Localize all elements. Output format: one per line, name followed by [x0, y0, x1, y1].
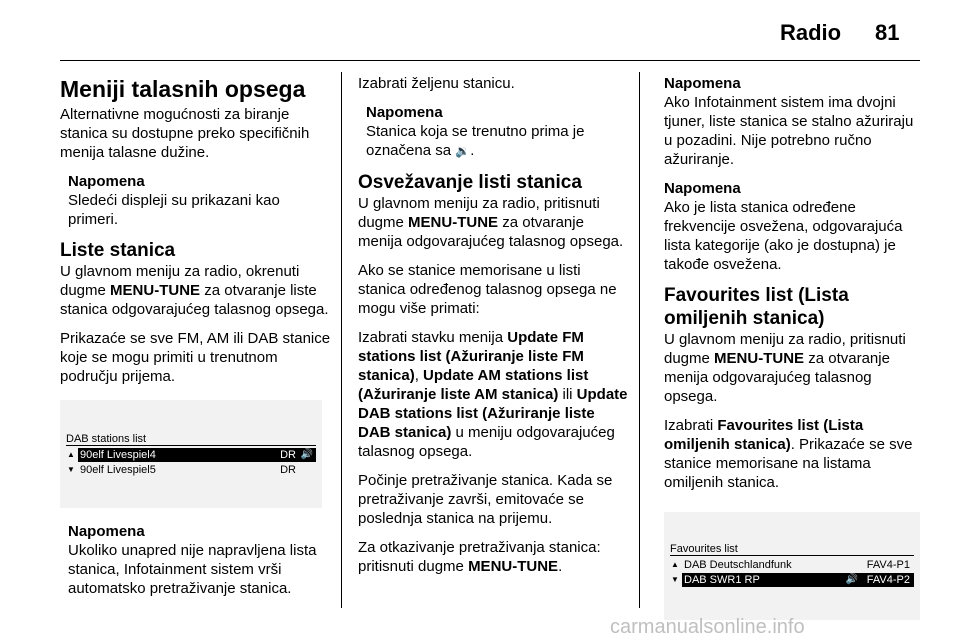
scroll-down-icon: ▼: [671, 575, 679, 584]
subheading-favourites-list: Favourites list (Lista omiljenih stanica): [664, 285, 849, 329]
scroll-up-icon: ▲: [671, 560, 679, 569]
speaker-icon: 🔊: [300, 449, 313, 460]
control-name: MENU-TUNE: [714, 350, 805, 367]
column-divider-1: [341, 72, 342, 608]
station-name: 90elf Livespiel5: [80, 464, 156, 476]
paragraph: U glavnom meniju za radio, okrenuti dugme MENU-TUNE za otvaranje liste stanica odgovarajućeg talasnog opsega.: [60, 263, 329, 318]
display-rule: [670, 555, 914, 556]
note-text: Sledeći displeji su prikazani kao primeri.: [68, 192, 280, 228]
selected-row-highlight: [682, 573, 914, 587]
column-2: [358, 74, 630, 586]
menu-item-name: Update AM stations list (Ažuriranje liste AM stanica): [358, 367, 589, 403]
paragraph: Počinje pretraživanje stanica. Kada se pretraživanje završi, emitovaće se poslednja stanica na prijemu.: [358, 472, 613, 527]
column-1: [60, 74, 332, 608]
column-3: [664, 74, 924, 634]
speaker-icon: 🔊: [845, 574, 858, 585]
station-tag: FAV4-P1: [866, 559, 910, 571]
display-rule: [66, 445, 316, 446]
paragraph: Izabrati Favourites list (Lista omiljenih stanica). Prikazaće se sve stanice memorisane na listama omiljenih stanica.: [664, 417, 913, 491]
note-text: Stanica koja se trenutno prima je označena sa 🔉.: [366, 123, 585, 159]
paragraph: U glavnom meniju za radio, pritisnuti dugme MENU-TUNE za otvaranje menija odgovarajućeg talasnog opsega.: [664, 331, 906, 405]
header-rule: [60, 60, 920, 61]
speaker-icon: 🔉: [455, 144, 471, 158]
display-title: DAB stations list: [66, 433, 147, 445]
scroll-down-icon: ▼: [67, 465, 75, 474]
subheading-refresh-lists: Osvežavanje listi stanica: [358, 172, 582, 193]
note-heading: Napomena: [366, 104, 443, 121]
list-item: [66, 448, 316, 462]
menu-item-name: Update FM stations list (Ažuriranje liste FM stanica): [358, 329, 584, 384]
station-name: 90elf Livespiel4: [80, 449, 156, 461]
station-name: DAB SWR1 RP: [684, 574, 760, 586]
station-tag: DR: [280, 449, 296, 461]
note-block: [68, 522, 332, 598]
note-block: [664, 179, 924, 274]
list-item: [670, 573, 914, 587]
paragraph: Izabrati željenu stanicu.: [358, 75, 515, 92]
scroll-up-icon: ▲: [67, 450, 75, 459]
subheading-station-lists: Liste stanica: [60, 240, 176, 261]
display-title: Favourites list: [670, 543, 738, 555]
station-tag: DR: [280, 464, 296, 476]
menu-item-name: Update DAB stations list (Ažuriranje liste DAB stanica): [358, 386, 628, 441]
paragraph: Za otkazivanje pretraživanja stanica: pritisnuti dugme MENU-TUNE.: [358, 539, 601, 575]
note-text: Ako Infotainment sistem ima dvojni tjuner, liste stanica se stalno ažuriraju u pozadini. Nije potrebno ručno ažuriranje.: [664, 94, 914, 168]
list-item: [66, 463, 316, 477]
note-heading: Napomena: [68, 523, 145, 540]
note-heading: Napomena: [664, 75, 741, 92]
note-text: Ukoliko unapred nije napravljena lista stanica, Infotainment sistem vrši automatsko pretraživanje stanica.: [68, 542, 317, 597]
note-text: Ako je lista stanica određene frekvencije osvežena, odgovarajuća lista kategorije (ako je dostupna) je takođe osvežena.: [664, 199, 903, 273]
favourites-list-display: [664, 512, 920, 620]
paragraph: Izabrati stavku menija Update FM stations list (Ažuriranje liste FM stanica), Update AM stations list (Ažuriranje liste AM stanica) ili Update DAB stations list (Ažuriranje liste DAB stanica) u meniju odgovarajućeg talasnog opsega.: [358, 329, 628, 460]
running-header-section: Radio: [780, 20, 842, 45]
note-block: [664, 74, 924, 169]
paragraph: U glavnom meniju za radio, pritisnuti dugme MENU-TUNE za otvaranje menija odgovarajućeg talasnog opsega.: [358, 195, 624, 250]
note-heading: Napomena: [68, 173, 145, 190]
list-item: [670, 558, 914, 572]
intro-paragraph: Alternativne mogućnosti za biranje stanica su dostupne preko specifičnih menija talasne dužine.: [60, 106, 310, 161]
note-block: [68, 172, 332, 229]
control-name: MENU-TUNE: [408, 214, 499, 231]
note-heading: Napomena: [664, 180, 741, 197]
station-name: DAB Deutschlandfunk: [684, 559, 792, 571]
selected-row-highlight: [78, 448, 316, 462]
station-tag: FAV4-P2: [866, 574, 910, 586]
paragraph: Ako se stanice memorisane u listi stanica određenog talasnog opsega ne mogu više primati:: [358, 262, 617, 317]
note-block: [366, 103, 630, 161]
section-heading: Meniji talasnih opsega: [60, 76, 306, 102]
column-divider-2: [639, 72, 640, 608]
site-watermark: carmanualsonline.info: [610, 616, 805, 638]
control-name: MENU-TUNE: [110, 282, 201, 299]
dab-stations-list-display: [60, 400, 322, 508]
control-name: MENU-TUNE: [468, 558, 559, 575]
paragraph: Prikazaće se sve FM, AM ili DAB stanice koje se mogu primiti u trenutnom području prijema.: [60, 330, 331, 385]
page-number: 81: [875, 20, 900, 45]
menu-item-name: Favourites list (Lista omiljenih stanica): [664, 417, 864, 453]
